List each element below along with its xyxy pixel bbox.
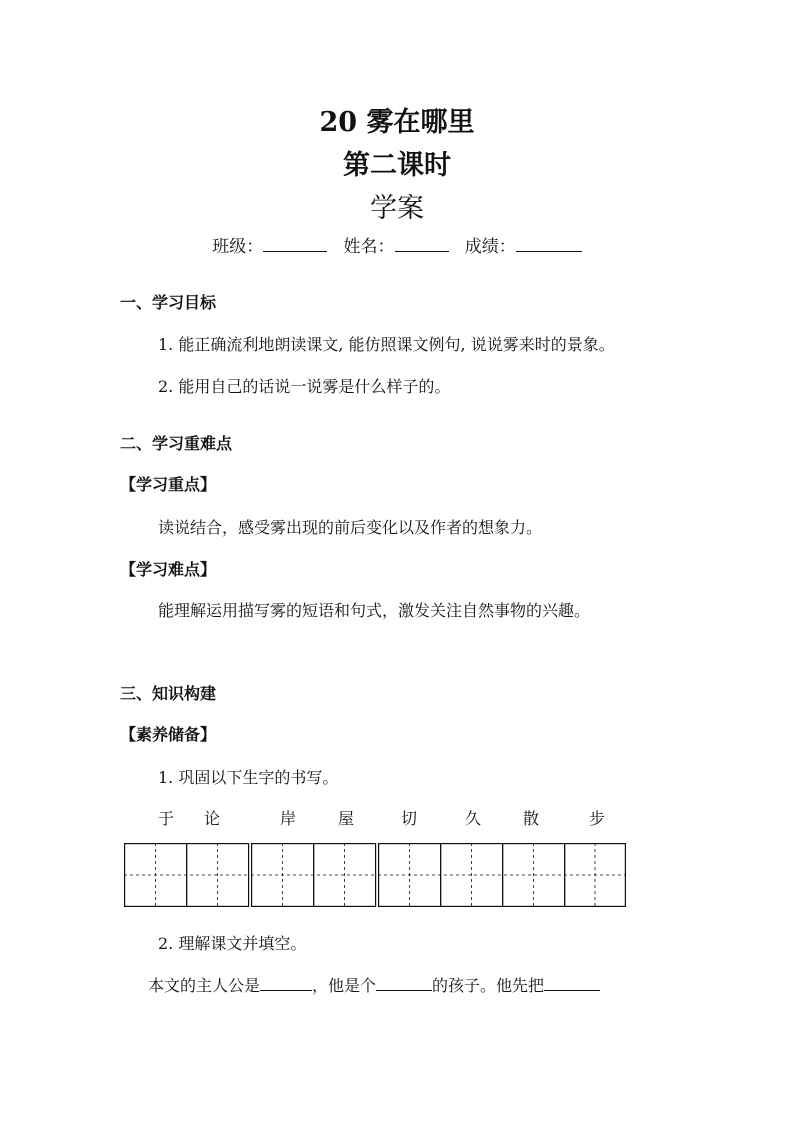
- difficulty-text: 能理解运用描写雾的短语和句式，激发关注自然事物的兴趣。: [158, 601, 591, 620]
- fill-part-1: 本文的主人公是: [148, 976, 261, 995]
- char-8: 步: [589, 809, 606, 828]
- class-label: 班级：: [212, 237, 264, 257]
- fill-blank-3[interactable]: [544, 990, 600, 991]
- goal-item-2: 2. 能用自己的话说一说雾是什么样子的。: [158, 377, 451, 396]
- name-blank[interactable]: [395, 250, 449, 252]
- student-info-line: [0, 232, 794, 257]
- char-1: 于: [158, 809, 175, 828]
- fill-blank-2[interactable]: [376, 990, 432, 991]
- goal-item-1: 1. 能正确流利地朗读课文, 能仿照课文例句, 说说雾来时的景象。: [158, 335, 615, 354]
- fill-part-3: 的孩子。他先把: [432, 976, 545, 995]
- score-label: 成绩：: [464, 237, 516, 257]
- fill-blank-1[interactable]: [260, 990, 312, 991]
- class-blank[interactable]: [263, 250, 327, 252]
- section-heading-goals: 一、学习目标: [120, 293, 217, 312]
- key-point-text: 读说结合，感受雾出现的前后变化以及作者的想象力。: [158, 518, 543, 537]
- document-type: 学案: [370, 193, 424, 224]
- task-2: 2. 理解课文并填空。: [158, 934, 307, 953]
- difficulty-label: 【学习难点】: [120, 560, 217, 579]
- char-4: 屋: [338, 809, 355, 828]
- name-label: 姓名：: [343, 237, 395, 257]
- lesson-subtitle: 第二课时: [343, 150, 451, 181]
- writing-grid[interactable]: [124, 843, 626, 907]
- char-3: 岸: [280, 809, 297, 828]
- literacy-label: 【素养储备】: [120, 725, 217, 744]
- page-title: 20 雾在哪里: [319, 107, 475, 138]
- score-blank[interactable]: [516, 250, 582, 252]
- task-1: 1. 巩固以下生字的书写。: [158, 768, 339, 787]
- fill-in-sentence: [148, 973, 600, 996]
- char-5: 切: [401, 809, 418, 828]
- section-heading-key-points: 二、学习重难点: [120, 434, 233, 453]
- char-7: 散: [523, 809, 540, 828]
- section-heading-knowledge: 三、知识构建: [120, 684, 217, 703]
- char-2: 论: [204, 809, 221, 828]
- key-point-label: 【学习重点】: [120, 475, 217, 494]
- char-6: 久: [465, 809, 482, 828]
- fill-part-2: ，他是个: [312, 976, 377, 995]
